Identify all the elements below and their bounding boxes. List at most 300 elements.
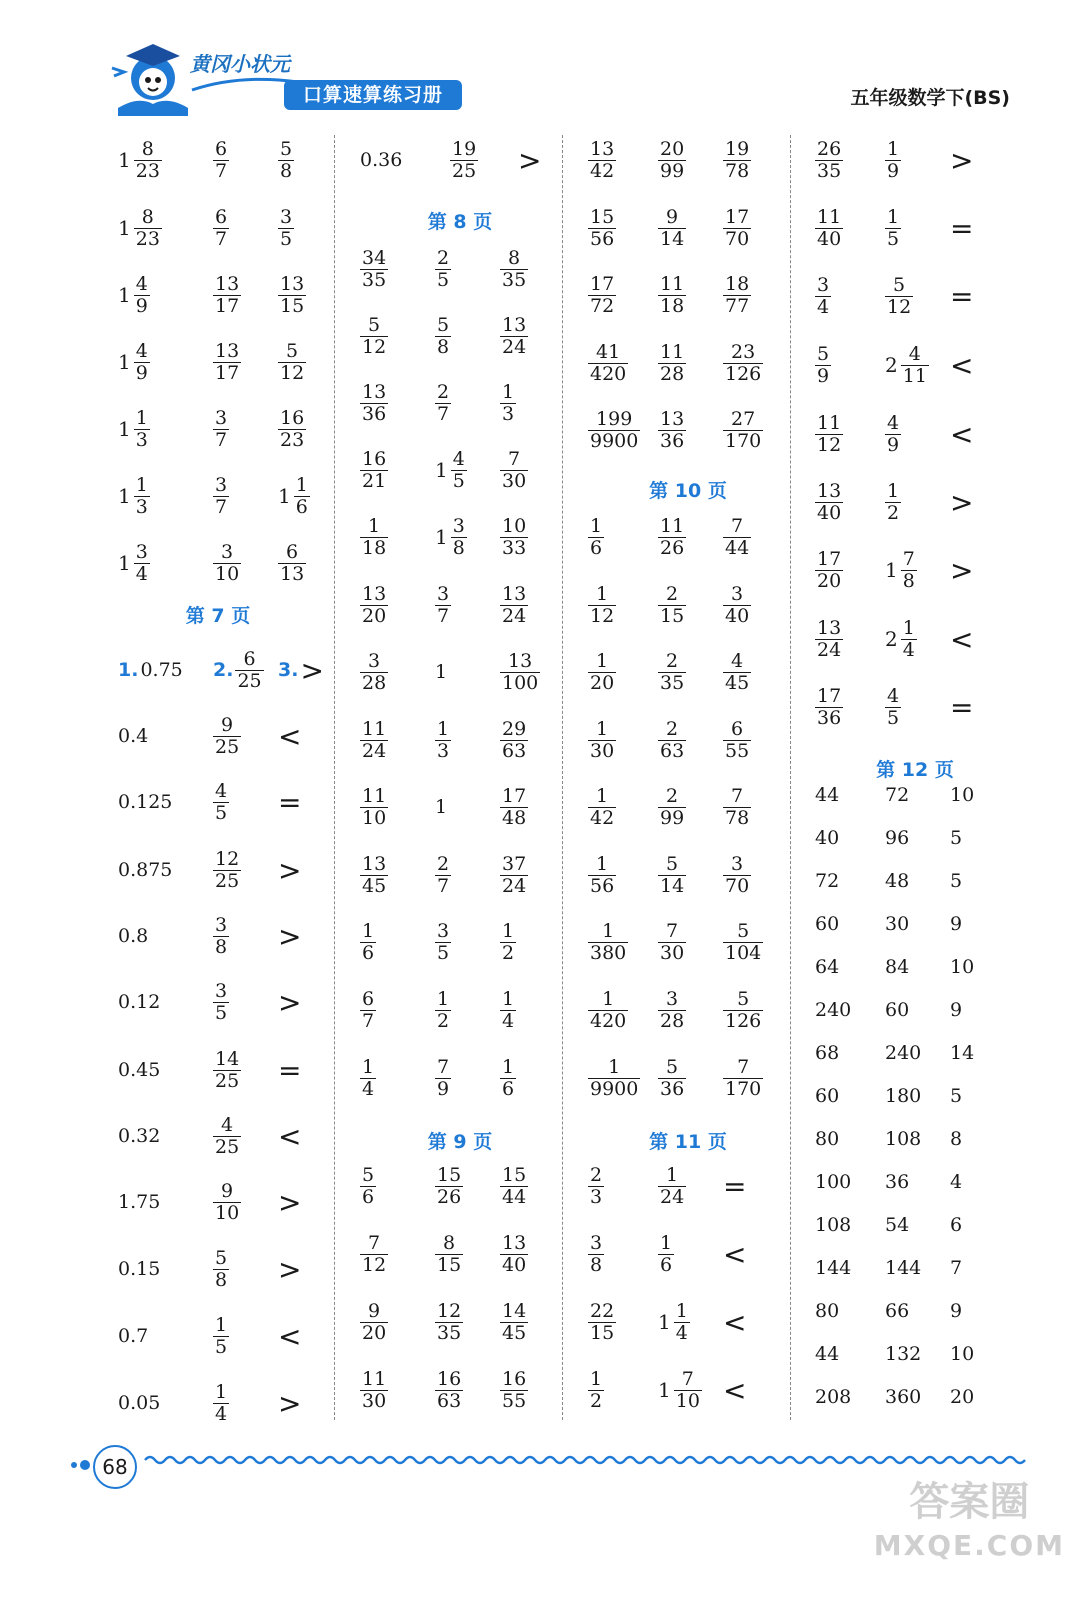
answer-cell [723, 1292, 788, 1352]
answer-cell [815, 130, 885, 190]
answer-cell [278, 1373, 348, 1433]
comparison-sign: = [278, 785, 302, 819]
answer-cell [885, 540, 950, 600]
answer-cell [118, 1306, 213, 1366]
fraction [278, 542, 306, 585]
denominator: 24 [502, 335, 527, 358]
answer-cell [118, 332, 213, 392]
answer-cell [213, 265, 278, 325]
fraction [723, 409, 763, 452]
answer-cell [588, 575, 658, 635]
numerator: 15 [502, 1163, 527, 1186]
answer-cell [658, 642, 723, 702]
answer-cell [588, 1048, 658, 1108]
answer-cell [950, 130, 1010, 190]
denominator: 25 [452, 159, 477, 182]
answer-cell [723, 265, 788, 325]
numerator: 2 [437, 852, 450, 875]
answer-cell [360, 306, 435, 366]
number-value: 5 [950, 1085, 963, 1107]
answer-cell [360, 710, 435, 770]
fraction [213, 139, 229, 182]
answer-cell [950, 904, 1010, 944]
denominator: 7 [215, 428, 228, 451]
number-value: 9 [950, 999, 963, 1021]
answer-cell [950, 775, 1010, 815]
numerator: 2 [437, 380, 450, 403]
fraction [278, 341, 306, 384]
answer-cell [118, 265, 213, 325]
mixed-whole: 1 [885, 558, 898, 582]
fraction [360, 989, 376, 1032]
fraction [213, 1248, 229, 1291]
numerator: 13 [362, 380, 387, 403]
numerator: 20 [660, 137, 685, 160]
column-divider [562, 135, 563, 1420]
numerator: 3 [215, 406, 228, 429]
numerator: 5 [666, 1055, 679, 1078]
answer-cell [815, 775, 885, 815]
numerator: 1 [215, 1313, 228, 1336]
numerator: 16 [437, 1367, 462, 1390]
denominator: 30 [590, 739, 615, 762]
answer-cell [950, 947, 1010, 987]
answer-cell [213, 1172, 278, 1232]
denominator: 6 [295, 495, 308, 518]
mixed-whole: 1 [278, 484, 291, 508]
number-value: 8 [950, 1128, 963, 1150]
fraction [435, 1369, 463, 1412]
denominator: 42 [590, 806, 615, 829]
numerator: 7 [368, 1231, 381, 1254]
watermark [874, 1480, 1065, 1568]
numerator: 3 [280, 205, 293, 228]
answer-cell [588, 1292, 658, 1352]
number-value: 48 [885, 870, 910, 892]
answer-cell [950, 1033, 1010, 1073]
fraction [278, 207, 294, 250]
number-value: 360 [885, 1386, 922, 1408]
fraction [723, 516, 751, 559]
fraction [500, 315, 528, 358]
denominator: 24 [362, 739, 387, 762]
answer-cell [118, 1239, 213, 1299]
denominator: 24 [502, 874, 527, 897]
mixed-whole: 2 [885, 627, 898, 651]
answer-cell [500, 642, 560, 702]
answer-cell [950, 1248, 1010, 1288]
answer-cell [815, 1076, 885, 1116]
mixed-whole: 1 [658, 1378, 671, 1402]
denominator: 45 [362, 874, 387, 897]
answer-cell [213, 130, 278, 190]
comparison-sign: > [950, 553, 974, 587]
answer-cell [360, 845, 435, 905]
answer-cell [588, 980, 658, 1040]
answer-cell [588, 1224, 658, 1284]
fraction [360, 248, 388, 291]
answer-cell [278, 1306, 348, 1366]
answer-cell [278, 130, 348, 190]
fraction [500, 1233, 528, 1276]
answer-cell [885, 266, 950, 326]
number-value: 0.875 [118, 859, 173, 881]
numerator: 5 [666, 852, 679, 875]
denominator: 25 [215, 735, 240, 758]
number-value: 0.4 [118, 725, 149, 747]
answer-cell [885, 775, 950, 815]
numerator: 13 [502, 582, 527, 605]
numerator: 4 [887, 684, 900, 707]
denominator: 26 [437, 1185, 462, 1208]
answer-cell [658, 265, 723, 325]
answer-cell [815, 266, 885, 326]
fraction [674, 1369, 702, 1412]
answer-cell [815, 609, 885, 669]
fraction [658, 989, 686, 1032]
fraction [815, 275, 831, 318]
fraction [134, 207, 162, 250]
fraction [500, 854, 528, 897]
denominator: 78 [725, 159, 750, 182]
fraction [723, 719, 751, 762]
answer-cell [278, 1239, 348, 1299]
denominator: 56 [590, 874, 615, 897]
numerator: 1 [596, 717, 609, 740]
fraction [723, 342, 763, 385]
answer-cell [950, 335, 1010, 395]
denominator: 12 [362, 335, 387, 358]
answer-cell [950, 266, 1010, 326]
denominator: 5 [437, 268, 450, 291]
numerator: 1 [602, 987, 615, 1010]
denominator: 44 [725, 536, 750, 559]
answer-cell [658, 980, 723, 1040]
denominator: 40 [817, 501, 842, 524]
answer-cell [885, 1076, 950, 1116]
answer-cell [723, 710, 788, 770]
answer-cell [723, 507, 788, 567]
answer-cell [500, 710, 560, 770]
numerator: 4 [908, 342, 921, 365]
denominator: 9 [887, 159, 900, 182]
fraction [451, 516, 467, 559]
numerator: 11 [660, 272, 685, 295]
denominator: 9 [437, 1077, 450, 1100]
answer-cell [500, 980, 560, 1040]
fraction [435, 248, 451, 291]
fraction [500, 584, 528, 627]
numerator: 12 [437, 1299, 462, 1322]
number-value: 132 [885, 1343, 922, 1365]
denominator: 9900 [590, 429, 639, 452]
answer-cell [278, 265, 348, 325]
fraction [278, 408, 306, 451]
denominator: 6 [660, 1253, 673, 1276]
fraction [815, 549, 843, 592]
answer-cell [518, 130, 578, 190]
number-value: 44 [815, 1343, 840, 1365]
fraction [588, 516, 604, 559]
answer-cell [278, 533, 348, 593]
answer-cell [588, 1156, 658, 1216]
denominator: 8 [590, 1253, 603, 1276]
numerator: 10 [502, 514, 527, 537]
numerator: 11 [660, 514, 685, 537]
fraction [500, 1301, 528, 1344]
answer-cell [213, 972, 278, 1032]
denominator: 6 [590, 536, 603, 559]
numerator: 3 [666, 987, 679, 1010]
answer-cell [723, 777, 788, 837]
denominator: 9 [887, 433, 900, 456]
answer-cell [885, 990, 950, 1030]
number-value: 14 [950, 1042, 975, 1064]
denominator: 4 [215, 1402, 228, 1425]
denominator: 7 [215, 495, 228, 518]
numerator: 6 [215, 205, 228, 228]
answer-cell [500, 777, 560, 837]
fraction [450, 139, 478, 182]
fraction [500, 719, 528, 762]
numerator: 5 [737, 919, 750, 942]
numerator: 6 [286, 540, 299, 563]
denominator: 24 [502, 604, 527, 627]
numerator: 4 [887, 411, 900, 434]
fraction [451, 449, 467, 492]
denominator: 14 [660, 227, 685, 250]
fraction [360, 516, 388, 559]
fraction [723, 1057, 763, 1100]
numerator: 6 [362, 987, 375, 1010]
fraction [500, 651, 540, 694]
numerator: 16 [280, 406, 305, 429]
fraction [500, 516, 528, 559]
number-value: 68 [815, 1042, 840, 1064]
answer-cell [213, 1040, 278, 1100]
answer-cell [435, 575, 500, 635]
fraction [588, 409, 640, 452]
fraction [815, 618, 843, 661]
numerator: 1 [675, 1299, 688, 1322]
numerator: 5 [893, 273, 906, 296]
answer-cell [885, 1162, 950, 1202]
answer-cell [815, 540, 885, 600]
answer-cell [435, 777, 500, 837]
numerator: 3 [135, 540, 148, 563]
fraction [658, 1165, 686, 1208]
denominator: 15 [590, 1321, 615, 1344]
number-value: 0.05 [118, 1392, 161, 1414]
numerator: 7 [681, 1367, 694, 1390]
mixed-whole: 1 [118, 283, 131, 307]
numerator: 13 [502, 1231, 527, 1254]
denominator: 36 [660, 1077, 685, 1100]
denominator: 8 [902, 569, 915, 592]
denominator: 40 [725, 604, 750, 627]
numerator: 13 [817, 616, 842, 639]
fraction [588, 139, 616, 182]
comparison-sign: > [278, 985, 302, 1019]
fraction [435, 719, 451, 762]
page-section-title: 第 12 页 [876, 759, 954, 781]
denominator: 3 [437, 739, 450, 762]
answer-cell [885, 1119, 950, 1159]
answer-cell [278, 466, 348, 526]
number-value: 20 [950, 1386, 975, 1408]
answer-cell [360, 1292, 435, 1352]
denominator: 55 [725, 739, 750, 762]
answer-cell [658, 845, 723, 905]
number-value: 180 [885, 1085, 922, 1107]
number-value: 240 [815, 999, 852, 1021]
answer-cell [950, 472, 1010, 532]
answer-cell [435, 1360, 500, 1420]
numerator: 1 [666, 1163, 679, 1186]
fraction [885, 207, 901, 250]
numerator: 1 [596, 852, 609, 875]
answer-cell [658, 1156, 723, 1216]
answer-cell [815, 472, 885, 532]
answer-cell [500, 845, 560, 905]
answer-cell [118, 906, 213, 966]
answer-cell [658, 198, 723, 258]
answer-cell [278, 332, 348, 392]
fraction [213, 1315, 229, 1358]
fraction [723, 921, 763, 964]
denominator: 28 [362, 671, 387, 694]
comparison-sign: < [278, 719, 302, 753]
number-value: 0.12 [118, 991, 161, 1013]
numerator: 14 [502, 1299, 527, 1322]
answer-cell [588, 130, 658, 190]
fraction [658, 854, 686, 897]
page-section-title: 第 10 页 [649, 480, 727, 502]
answer-cell [500, 239, 560, 299]
numerator: 13 [280, 272, 305, 295]
fraction [815, 481, 843, 524]
numerator: 7 [666, 919, 679, 942]
number-value: 60 [885, 999, 910, 1021]
denominator: 12 [280, 361, 305, 384]
numerator: 4 [135, 272, 148, 295]
number-value: 7 [950, 1257, 963, 1279]
denominator: 4 [135, 562, 148, 585]
answer-cell [950, 990, 1010, 1030]
denominator: 99 [660, 159, 685, 182]
answer-cell [950, 1291, 1010, 1331]
fraction [360, 1301, 388, 1344]
answer-cell [658, 777, 723, 837]
denominator: 77 [725, 294, 750, 317]
book-title: 口算速算练习册 [284, 80, 462, 110]
numerator: 1 [362, 1055, 375, 1078]
comparison-sign: > [278, 1386, 302, 1420]
answer-cell [950, 609, 1010, 669]
answer-cell [500, 1360, 560, 1420]
numerator: 1 [660, 1231, 673, 1254]
mixed-whole: 1 [435, 458, 448, 482]
fraction [435, 315, 451, 358]
answer-cell [435, 239, 500, 299]
number-value: 0.7 [118, 1325, 149, 1347]
grade-label: 五年级数学下(BS) [850, 87, 1010, 109]
denominator: 11 [902, 364, 927, 387]
mixed-whole: 1 [118, 484, 131, 508]
denominator: 10 [215, 562, 240, 585]
fraction [435, 854, 451, 897]
answer-cell [213, 198, 278, 258]
fraction [360, 921, 376, 964]
numerator: 1 [437, 987, 450, 1010]
number-value: 64 [815, 956, 840, 978]
answer-cell [360, 1156, 435, 1216]
numerator: 4 [452, 447, 465, 470]
numerator: 3 [731, 852, 744, 875]
fraction [885, 686, 901, 729]
watermark-line1: 答案圈 [909, 1479, 1030, 1525]
numerator: 1 [590, 514, 603, 537]
fraction [885, 413, 901, 456]
numerator: 26 [817, 137, 842, 160]
answer-cell [360, 1224, 435, 1284]
numerator: 4 [221, 1113, 234, 1136]
answer-cell [815, 1291, 885, 1331]
numerator: 5 [437, 313, 450, 336]
number-value: 6 [950, 1214, 963, 1236]
numerator: 19 [452, 137, 477, 160]
numerator: 19 [725, 137, 750, 160]
fraction [213, 915, 229, 958]
denominator: 26 [660, 536, 685, 559]
number-value: 0.75 [140, 659, 183, 681]
answer-cell [950, 1162, 1010, 1202]
answer-cell [815, 1377, 885, 1417]
answer-cell [118, 840, 213, 900]
numerator: 12 [215, 847, 240, 870]
comparison-sign: < [950, 417, 974, 451]
numerator: 7 [731, 514, 744, 537]
numerator: 23 [731, 340, 756, 363]
numerator: 11 [362, 717, 387, 740]
answer-cell [885, 904, 950, 944]
fraction [588, 584, 616, 627]
answer-cell [213, 840, 278, 900]
fraction [360, 449, 388, 492]
denominator: 5 [280, 227, 293, 250]
numerator: 9 [221, 713, 234, 736]
denominator: 9 [135, 294, 148, 317]
answer-cell [435, 642, 500, 702]
denominator: 45 [502, 1321, 527, 1344]
denominator: 12 [817, 433, 842, 456]
answer-cell [588, 642, 658, 702]
answer-cell [885, 677, 950, 737]
fraction [500, 1369, 528, 1412]
answer-cell [588, 912, 658, 972]
number-value: 9 [950, 1300, 963, 1322]
fraction [588, 651, 616, 694]
number-value: 44 [815, 784, 840, 806]
fraction [723, 274, 751, 317]
fraction [213, 849, 241, 892]
mixed-whole: 1 [435, 525, 448, 549]
denominator: 2 [437, 1009, 450, 1032]
denominator: 4 [902, 638, 915, 661]
denominator: 99 [660, 806, 685, 829]
answer-cell [885, 335, 950, 395]
fraction [500, 921, 516, 964]
